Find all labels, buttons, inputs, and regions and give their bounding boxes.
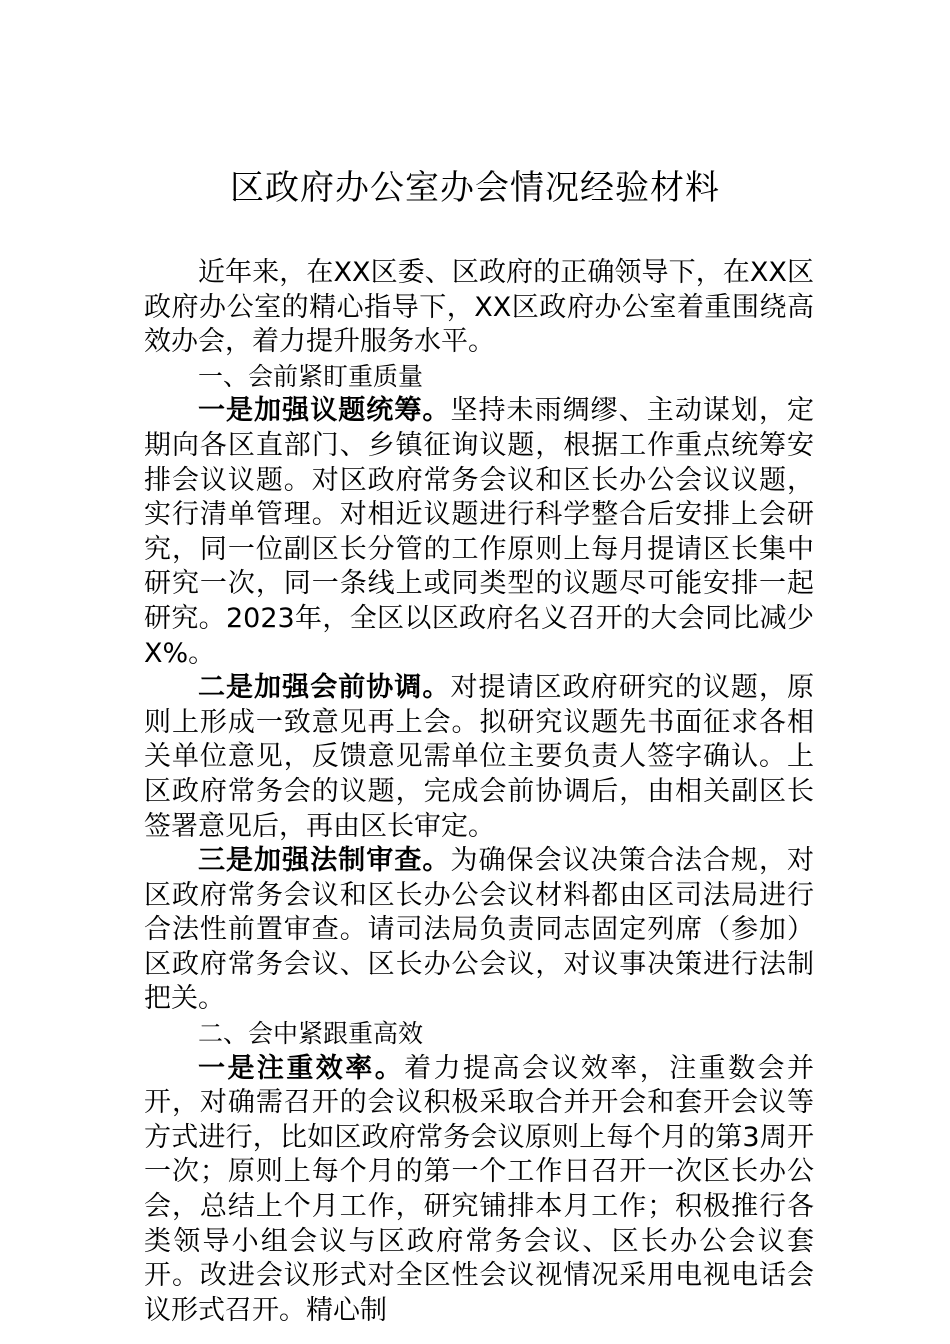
- paragraph-lead: 一是加强议题统筹。: [198, 395, 451, 427]
- section-heading-2: 二、会中紧跟重高效: [198, 1019, 424, 1049]
- paragraph-item: [144, 1052, 814, 1329]
- paragraph-lead: 二是加强会前协调。: [198, 672, 451, 704]
- paragraph-lead: 三是加强法制审查。: [198, 845, 451, 877]
- paragraph-text: 对提请区政府研究的议题，原则上形成一致意见再上会。拟研究议题先书面征求各相关单位意见，反馈意见需单位主要负责人签字确认。上区政府常务会的议题，完成会前协调后，由相关副区长签署意见后，再由区长审定。: [144, 672, 815, 842]
- section-heading-1: 一、会前紧盯重质量: [198, 361, 424, 391]
- paragraph-item: [144, 394, 814, 671]
- paragraph-item: [144, 671, 814, 844]
- intro-paragraph: 近年来，在XX区委、区政府的正确领导下，在XX区政府办公室的精心指导下，XX区政府办公室着重围绕高效办会，着力提升服务水平。: [144, 257, 814, 358]
- paragraph-text: 坚持未雨绸缪、主动谋划，定期向各区直部门、乡镇征询议题，根据工作重点统筹安排会议议题。对区政府常务会议和区长办公会议议题，实行清单管理。对相近议题进行科学整合后安排上会研究，同一位副区长分管的工作原则上每月提请区长集中研究一次，同一条线上或同类型的议题尽可能安排一起研究。2023年，全区以区政府名义召开的大会同比减少X%。: [144, 395, 815, 669]
- paragraph-text: 着力提高会议效率，注重数会并开，对确需召开的会议积极采取合并开会和套开会议等方式进行，比如区政府常务会议原则上每个月的第3周开一次；原则上每个月的第一个工作日召开一次区长办公会，总结上个月工作，研究铺排本月工作；积极推行各类领导小组会议与区政府常务会议、区长办公会议套开。改进会议形式对全区性会议视情况采用电视电话会议形式召开。精心制: [144, 1052, 815, 1326]
- document-title: 区政府办公室办会情况经验材料: [230, 168, 720, 208]
- paragraph-item: [144, 844, 814, 1017]
- paragraph-lead: 一是注重效率。: [198, 1052, 405, 1084]
- paragraph-text: 为确保会议决策合法合规，对区政府常务会议和区长办公会议材料都由区司法局进行合法性前置审查。请司法局负责同志固定列席（参加）区政府常务会议、区长办公会议，对议事决策进行法制把关。: [144, 845, 815, 1015]
- document-body: [144, 256, 814, 1328]
